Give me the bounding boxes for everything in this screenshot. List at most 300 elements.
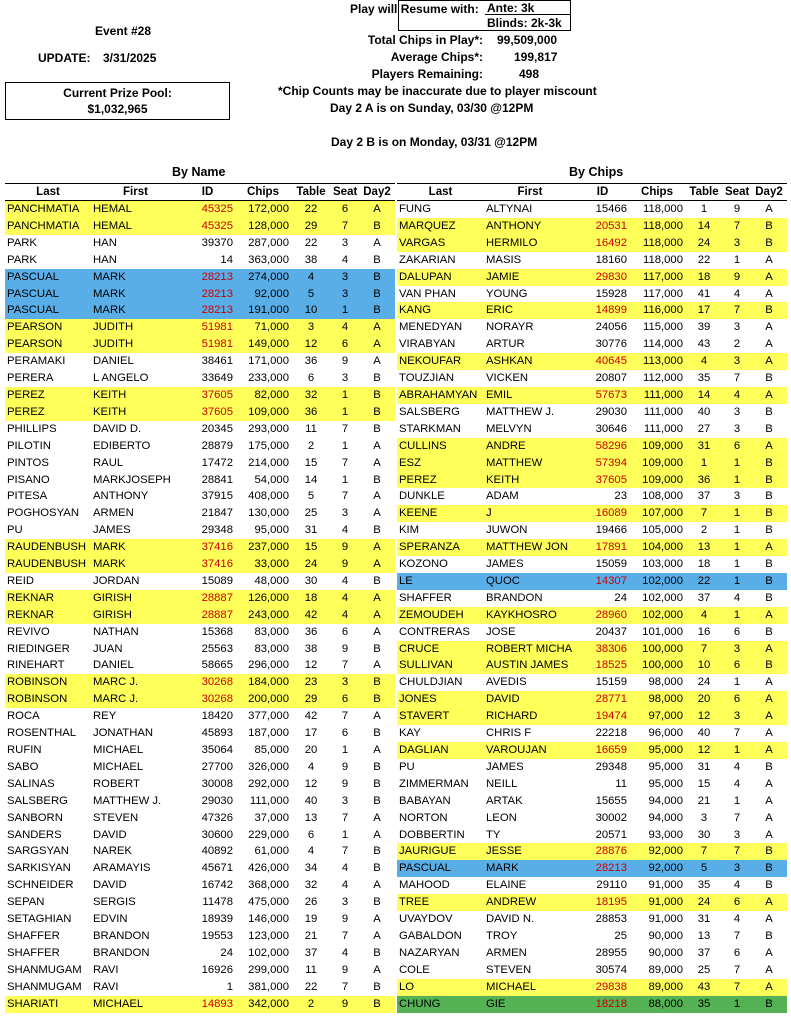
seat-cell: 1 — [733, 676, 741, 689]
table-cell: 22 — [291, 201, 331, 218]
player-id-cell: 25 — [614, 929, 627, 942]
first-name-cell: NAREK — [93, 845, 132, 858]
chips-cell: 123,000 — [248, 929, 289, 942]
player-id-cell: 20571 — [595, 828, 627, 841]
first-name-cell: AVEDIS — [486, 676, 527, 689]
first-name-cell: TY — [486, 828, 501, 841]
day2-cell: A — [359, 539, 395, 556]
player-id-cell: 29030 — [595, 405, 627, 418]
chips-cell: 100,000 — [629, 641, 685, 658]
last-name-cell: RAUDENBUSH — [5, 556, 91, 573]
seat-cell: 7 — [341, 422, 349, 435]
first-name-cell: GIRISH — [91, 590, 180, 607]
day2-cell: A — [765, 811, 773, 824]
chips-cell: 98,000 — [629, 691, 685, 708]
last-name-cell: NAZARYAN — [399, 946, 460, 959]
chips-cell: 48,000 — [254, 574, 289, 587]
table-cell: 42 — [291, 607, 331, 624]
seat-cell: 3 — [331, 286, 359, 303]
first-name-cell: NORAYR — [486, 321, 534, 334]
prize-pool-label: Current Prize Pool: — [63, 86, 172, 100]
col-first: First — [484, 184, 576, 201]
seat-cell: 4 — [341, 946, 349, 959]
first-name-cell: EDIBERTO — [93, 439, 151, 452]
table-cell: 17 — [685, 302, 723, 319]
table-cell: 5 — [307, 490, 315, 503]
last-name-cell: KANG — [397, 302, 484, 319]
last-name-cell: PASCUAL — [397, 860, 484, 877]
chips-cell: 243,000 — [235, 607, 291, 624]
table-cell: 29 — [291, 691, 331, 708]
player-id-cell: 30268 — [180, 691, 235, 708]
table-cell: 43 — [685, 979, 723, 996]
seat-cell: 1 — [723, 573, 751, 590]
seat-cell: 3 — [341, 896, 349, 909]
table-cell: 11 — [305, 422, 317, 435]
player-id-cell: 18218 — [576, 996, 629, 1013]
last-name-cell: NEKOUFAR — [397, 353, 484, 370]
first-name-cell: DANIEL — [93, 355, 134, 368]
player-row — [5, 556, 395, 573]
chips-cell: 426,000 — [248, 862, 289, 875]
player-id-cell: 23 — [614, 490, 627, 503]
day2-cell: B — [359, 691, 395, 708]
table-cell: 41 — [697, 287, 711, 300]
player-id-cell: 11478 — [202, 896, 233, 909]
day2-cell: B — [373, 777, 381, 790]
player-id-cell: 29838 — [576, 979, 629, 996]
last-name-cell: SALSBERG — [7, 794, 68, 807]
last-name-cell: ZAKARIAN — [399, 253, 456, 266]
player-row — [5, 979, 395, 996]
last-name-cell: PANCHMATIA — [5, 201, 91, 218]
last-name-cell: SHAFFER — [7, 946, 60, 959]
table-cell: 21 — [304, 929, 318, 942]
player-id-cell: 30268 — [180, 674, 235, 691]
day2-cell: B — [765, 524, 773, 537]
seat-cell: 7 — [733, 963, 741, 976]
last-name-cell: ROBINSON — [5, 674, 91, 691]
player-row — [5, 911, 395, 928]
seat-cell: 1 — [341, 828, 349, 841]
first-name-cell: ARMEN — [486, 946, 527, 959]
chips-cell: 184,000 — [235, 674, 291, 691]
player-row — [397, 776, 787, 793]
seat-cell: 3 — [733, 422, 741, 435]
seat-cell: 1 — [733, 524, 741, 537]
player-id-cell: 30008 — [201, 777, 233, 790]
seat-cell: 4 — [331, 607, 359, 624]
day2a-schedule: Day 2 A is on Sunday, 03/30 @12PM — [330, 101, 534, 115]
table-cell: 40 — [697, 405, 711, 418]
chips-cell: 95,000 — [648, 760, 683, 773]
day2-cell: A — [751, 742, 787, 759]
day2-cell: B — [751, 505, 787, 522]
player-id-cell: 38461 — [201, 355, 233, 368]
first-name-cell: MARC J. — [91, 691, 180, 708]
day2-cell: A — [373, 879, 381, 892]
first-name-cell: GIRISH — [91, 607, 180, 624]
seat-cell: 7 — [331, 218, 359, 235]
seat-cell: 1 — [733, 253, 741, 266]
table-cell: 13 — [304, 811, 318, 824]
last-name-cell: PEREZ — [397, 472, 484, 489]
chips-cell: 149,000 — [235, 336, 291, 353]
seat-cell: 3 — [723, 235, 751, 252]
table-cell: 25 — [697, 963, 711, 976]
last-name-cell: ROBINSON — [5, 691, 91, 708]
player-row — [397, 336, 787, 353]
player-id-cell: 24 — [614, 591, 627, 604]
last-name-cell: KEENE — [397, 505, 484, 522]
day2-cell: B — [765, 372, 773, 385]
first-name-cell: DAVID — [484, 691, 576, 708]
day2-cell: B — [359, 218, 395, 235]
player-row — [397, 742, 787, 759]
player-id-cell: 19474 — [576, 708, 629, 725]
table-cell: 18 — [697, 558, 711, 571]
table-cell: 29 — [291, 218, 331, 235]
prize-pool-box — [5, 82, 230, 120]
table-cell: 4 — [291, 269, 331, 286]
player-row — [5, 404, 395, 421]
seat-cell: 1 — [331, 387, 359, 404]
first-name-cell: MARC J. — [91, 674, 180, 691]
day2-cell: A — [373, 355, 381, 368]
chips-cell: 200,000 — [235, 691, 291, 708]
day2-cell: B — [765, 405, 773, 418]
player-id-cell: 51981 — [180, 319, 235, 336]
col-seat: Seat — [331, 184, 359, 201]
player-row — [5, 674, 395, 691]
first-name-cell: ADAM — [486, 490, 519, 503]
table-cell: 2 — [291, 996, 331, 1013]
day2-cell: A — [373, 490, 381, 503]
player-row — [5, 810, 395, 827]
col-chips: Chips — [235, 184, 291, 201]
last-name-cell: PARK — [7, 236, 37, 249]
chips-cell: 191,000 — [235, 302, 291, 319]
first-name-cell: CHRIS F — [486, 727, 532, 740]
player-row — [397, 235, 787, 252]
player-row — [5, 539, 395, 556]
seat-cell: 4 — [341, 524, 349, 537]
player-row — [5, 860, 395, 877]
chips-cell: 92,000 — [629, 860, 685, 877]
first-name-cell: JESSE — [484, 843, 576, 860]
player-id-cell: 57673 — [576, 387, 629, 404]
table-cell: 3 — [291, 319, 331, 336]
table-cell: 22 — [304, 236, 318, 249]
table-cell: 35 — [697, 372, 711, 385]
table-cell: 14 — [304, 473, 318, 486]
table-cell: 7 — [685, 843, 723, 860]
chips-cell: 229,000 — [248, 828, 289, 841]
day2-cell: A — [373, 811, 381, 824]
table-cell: 5 — [685, 860, 723, 877]
seat-cell: 1 — [723, 455, 751, 472]
player-id-cell: 28213 — [180, 269, 235, 286]
last-name-cell: SARGSYAN — [7, 845, 69, 858]
table-cell: 39 — [697, 321, 711, 334]
first-name-cell: ASHKAN — [484, 353, 576, 370]
player-id-cell: 16659 — [576, 742, 629, 759]
player-row — [5, 827, 395, 844]
day2-cell: B — [765, 929, 773, 942]
table-cell: 37 — [304, 946, 318, 959]
first-name-cell: DAVID — [93, 879, 127, 892]
seat-cell: 3 — [723, 641, 751, 658]
chips-cell: 172,000 — [235, 201, 291, 218]
last-name-cell: STAVERT — [397, 708, 484, 725]
player-id-cell: 58665 — [201, 659, 233, 672]
table-cell: 6 — [307, 372, 315, 385]
player-id-cell: 38306 — [576, 641, 629, 658]
chips-cell: 92,000 — [629, 843, 685, 860]
seat-cell: 7 — [733, 929, 741, 942]
table-cell: 35 — [697, 879, 711, 892]
last-name-cell: LE — [397, 573, 484, 590]
table-cell: 36 — [304, 625, 318, 638]
player-id-cell: 35064 — [201, 744, 233, 756]
seat-cell: 3 — [733, 405, 741, 418]
player-row — [5, 286, 395, 303]
player-id-cell: 45893 — [201, 727, 233, 740]
player-row — [5, 742, 395, 759]
seat-cell: 7 — [341, 845, 349, 858]
seat-cell: 6 — [331, 201, 359, 218]
table-cell: 2 — [700, 524, 708, 537]
day2-cell: B — [359, 387, 395, 404]
day2-cell: B — [751, 573, 787, 590]
last-name-cell: SALINAS — [7, 777, 55, 790]
player-row — [397, 759, 787, 776]
col-chips: Chips — [629, 184, 685, 201]
day2-cell: A — [373, 710, 381, 723]
last-name-cell: SHANMUGAM — [7, 963, 82, 976]
table-cell: 37 — [697, 490, 711, 503]
chips-cell: 102,000 — [642, 591, 683, 604]
day2-cell: A — [765, 794, 773, 807]
first-name-cell: MARK — [91, 269, 180, 286]
first-name-cell: JORDAN — [93, 574, 140, 587]
day2-cell: B — [373, 946, 381, 959]
player-id-cell: 19466 — [595, 524, 627, 537]
chips-cell: 88,000 — [629, 996, 685, 1013]
table-cell: 7 — [685, 505, 723, 522]
last-name-cell: JAURIGUE — [397, 843, 484, 860]
player-row — [5, 776, 395, 793]
day2-cell: B — [359, 302, 395, 319]
chips-cell: 100,000 — [629, 657, 685, 674]
first-name-cell: MATTHEW J. — [93, 794, 162, 807]
col-first: First — [91, 184, 180, 201]
first-name-cell: KAYKHOSRO — [484, 607, 576, 624]
table-cell: 40 — [697, 727, 711, 740]
seat-cell: 4 — [733, 287, 741, 300]
day2-cell: A — [751, 269, 787, 286]
first-name-cell: JUWON — [486, 524, 528, 537]
table-cell: 24 — [685, 894, 723, 911]
table-cell: 13 — [685, 539, 723, 556]
day2-cell: B — [373, 760, 381, 773]
chips-cell: 171,000 — [248, 355, 289, 368]
first-name-cell: MARK — [91, 286, 180, 303]
chips-cell: 108,000 — [642, 490, 683, 503]
player-row — [397, 793, 787, 810]
last-name-cell: RUFIN — [7, 744, 42, 756]
day2b-schedule: Day 2 B is on Monday, 03/31 @12PM — [331, 135, 538, 149]
day2-cell: B — [373, 422, 381, 435]
player-id-cell: 15655 — [595, 794, 627, 807]
table-cell: 42 — [304, 710, 318, 723]
player-row — [397, 607, 787, 624]
chips-cell: 85,000 — [254, 744, 289, 756]
player-id-cell: 14899 — [576, 302, 629, 319]
day2-cell: A — [373, 659, 381, 672]
chips-cell: 112,000 — [643, 372, 683, 385]
player-id-cell: 37605 — [576, 472, 629, 489]
first-name-cell: BRANDON — [486, 591, 543, 604]
player-row — [5, 793, 395, 810]
chips-cell: 475,000 — [248, 896, 289, 909]
chips-cell: 117,000 — [629, 269, 685, 286]
player-row — [397, 945, 787, 962]
last-name-cell: SHARIATI — [5, 996, 91, 1013]
day2-cell: A — [765, 338, 773, 351]
player-id-cell: 29030 — [201, 794, 233, 807]
player-row — [397, 590, 787, 607]
last-name-cell: SALSBERG — [399, 405, 460, 418]
table-cell: 12 — [304, 659, 318, 672]
player-row — [397, 302, 787, 319]
chips-cell: 296,000 — [248, 659, 289, 672]
table-cell: 24 — [291, 556, 331, 573]
col-table: Table — [685, 184, 723, 201]
day2-cell: A — [373, 913, 381, 926]
chips-cell: 102,000 — [629, 573, 685, 590]
player-id-cell: 22218 — [595, 727, 627, 740]
last-name-cell: TOUZJIAN — [399, 372, 455, 385]
seat-cell: 4 — [733, 760, 741, 773]
seat-cell: 1 — [723, 742, 751, 759]
table-cell: 31 — [685, 438, 723, 455]
first-name-cell: VICKEN — [486, 372, 529, 385]
player-row — [5, 894, 395, 911]
first-name-cell: BRANDON — [93, 929, 150, 942]
first-name-cell: ANDRE — [484, 438, 576, 455]
table-cell: 22 — [685, 573, 723, 590]
day2-cell: B — [359, 996, 395, 1013]
first-name-cell: ANTHONY — [93, 490, 149, 503]
day2-cell: B — [765, 625, 773, 638]
day2-cell: A — [359, 607, 395, 624]
table-cell: 12 — [291, 336, 331, 353]
seat-cell: 3 — [331, 269, 359, 286]
chips-cell: 37,000 — [254, 811, 289, 824]
first-name-cell: TROY — [486, 929, 518, 942]
miscount-note: *Chip Counts may be inaccurate due to player miscount — [278, 84, 597, 98]
player-row — [5, 657, 395, 674]
table-cell: 12 — [685, 742, 723, 759]
player-row — [5, 928, 395, 945]
last-name-cell: SHAFFER — [7, 929, 60, 942]
player-id-cell: 16089 — [576, 505, 629, 522]
first-name-cell: LEON — [486, 811, 517, 824]
day2-cell: B — [373, 980, 381, 993]
blinds-value: Blinds: 2k-3k — [487, 16, 562, 30]
day2-cell: A — [751, 641, 787, 658]
first-name-cell: ROBERT — [93, 777, 140, 790]
last-name-cell: RIEDINGER — [7, 642, 70, 655]
player-id-cell: 15089 — [201, 574, 233, 587]
last-name-cell: DOBBERTIN — [399, 828, 465, 841]
first-name-cell: RAUL — [93, 456, 124, 469]
last-name-cell: COLE — [399, 963, 430, 976]
col-day2: Day2 — [359, 184, 395, 201]
first-name-cell: JONATHAN — [93, 727, 154, 740]
table-cell: 20 — [685, 691, 723, 708]
seat-cell: 1 — [341, 439, 349, 452]
last-name-cell: PERAMAKI — [7, 355, 66, 368]
player-id-cell: 16492 — [576, 235, 629, 252]
player-id-cell: 37416 — [180, 556, 235, 573]
first-name-cell: REY — [93, 710, 117, 723]
last-name-cell: KIM — [399, 524, 420, 537]
col-table: Table — [291, 184, 331, 201]
player-id-cell: 20807 — [595, 372, 627, 385]
table-cell: 36 — [291, 404, 331, 421]
seat-cell: 4 — [341, 879, 349, 892]
last-name-cell: CHULDJIAN — [399, 676, 463, 689]
table-cell: 40 — [304, 794, 318, 807]
player-id-cell: 28213 — [180, 286, 235, 303]
player-id-cell: 28887 — [180, 590, 235, 607]
last-name-cell: JONES — [397, 691, 484, 708]
first-name-cell: MATTHEW J. — [486, 405, 555, 418]
chips-cell: 126,000 — [235, 590, 291, 607]
player-id-cell: 40892 — [201, 845, 233, 858]
seat-cell: 9 — [341, 913, 349, 926]
day2-cell: A — [751, 708, 787, 725]
day2-cell: A — [751, 438, 787, 455]
table-cell: 31 — [697, 913, 711, 926]
day2-cell: A — [751, 387, 787, 404]
seat-cell: 1 — [341, 473, 349, 486]
player-row — [5, 336, 395, 353]
chips-cell: 214,000 — [248, 456, 289, 469]
last-name-cell: GABALDON — [399, 929, 462, 942]
update-date: 3/31/2025 — [103, 51, 157, 65]
first-name-cell: ANDREW — [484, 894, 576, 911]
player-row — [5, 962, 395, 979]
last-name-cell: VAN PHAN — [399, 287, 456, 300]
day2-cell: A — [359, 556, 395, 573]
seat-cell: 9 — [733, 203, 741, 215]
player-row — [5, 438, 395, 455]
player-id-cell: 30002 — [595, 811, 627, 824]
day2-cell: B — [359, 404, 395, 421]
by-name-title: By Name — [172, 165, 226, 179]
player-id-cell: 45671 — [201, 862, 233, 875]
player-row — [397, 404, 787, 421]
last-name-cell: KOZONO — [399, 558, 448, 571]
resume-divider — [485, 14, 571, 15]
last-name-cell: ZIMMERMAN — [399, 777, 469, 790]
day2-cell: A — [751, 691, 787, 708]
player-id-cell: 18420 — [201, 710, 233, 723]
player-id-cell: 15159 — [595, 676, 627, 689]
